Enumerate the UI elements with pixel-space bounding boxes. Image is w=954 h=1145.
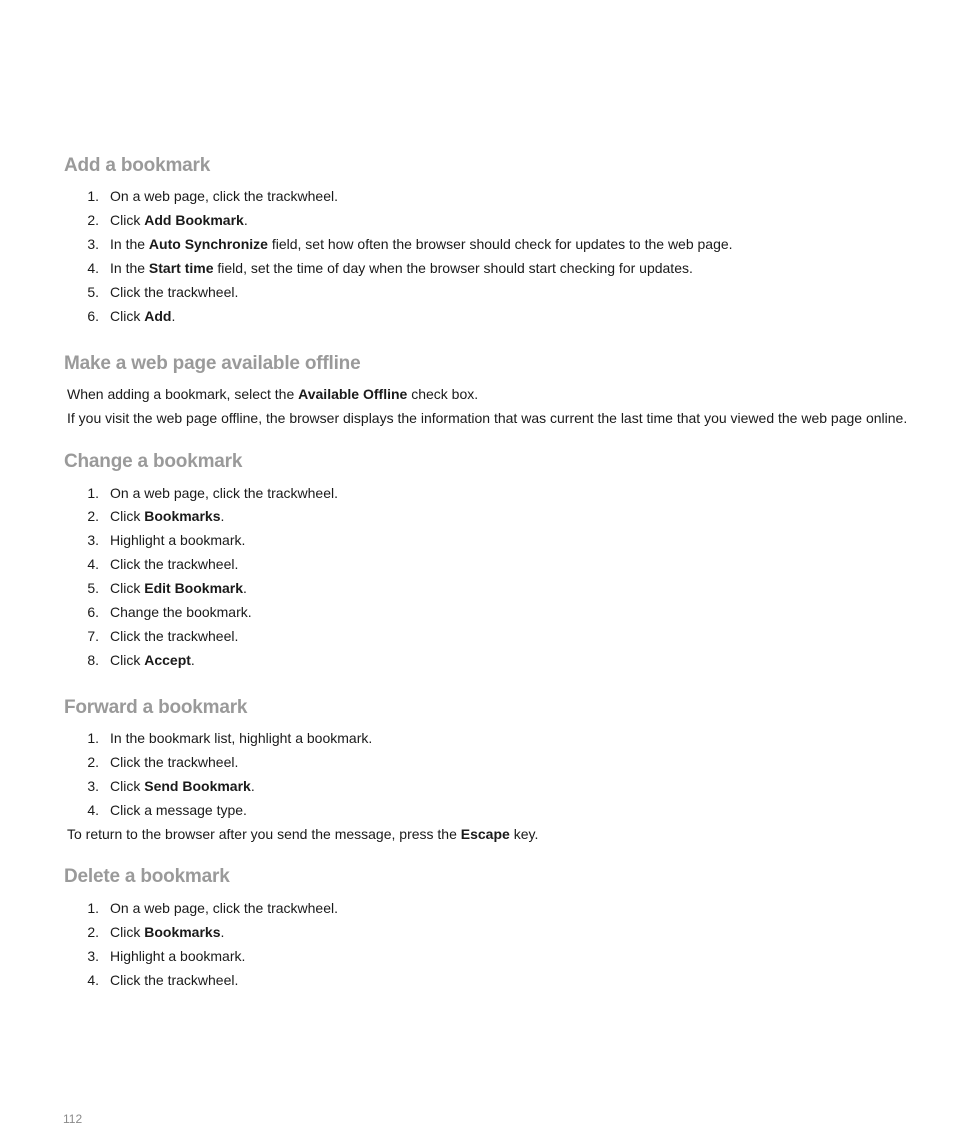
step-text xyxy=(110,186,338,206)
list-item xyxy=(0,186,900,206)
text-run: . xyxy=(243,580,247,596)
step-text xyxy=(110,554,238,574)
text-run: Highlight a bookmark. xyxy=(110,532,246,548)
step-number: 2. xyxy=(87,508,99,524)
step-text xyxy=(110,530,245,550)
step-text xyxy=(110,922,224,942)
list-item xyxy=(0,530,900,550)
step-number: 2. xyxy=(87,754,99,770)
step-number: 3. xyxy=(87,948,99,964)
text-run: To return to the browser after you send the message, press the xyxy=(67,826,461,842)
paragraph xyxy=(67,384,478,404)
step-text xyxy=(110,752,238,772)
list-item xyxy=(0,800,900,820)
section-heading-available-offline: Make a web page available offline xyxy=(64,353,361,374)
text-run: Click the trackwheel. xyxy=(110,556,239,572)
text-run: When adding a bookmark, select the xyxy=(67,386,299,402)
step-text xyxy=(110,282,238,302)
ui-term: Escape xyxy=(460,826,510,842)
step-number: 7. xyxy=(87,628,99,644)
step-number: 5. xyxy=(87,580,99,596)
text-run: Click the trackwheel. xyxy=(110,754,239,770)
step-number: 2. xyxy=(87,212,99,228)
text-run: . xyxy=(171,308,176,324)
text-run: Click the trackwheel. xyxy=(110,284,239,300)
list-item xyxy=(0,506,900,526)
ui-term: Available Offline xyxy=(298,386,408,402)
section-heading-add-bookmark: Add a bookmark xyxy=(64,155,211,176)
list-item xyxy=(0,234,900,254)
list-item xyxy=(0,626,900,646)
text-run: . xyxy=(190,652,195,668)
step-number: 5. xyxy=(87,284,99,300)
step-number: 8. xyxy=(87,652,99,668)
paragraph xyxy=(67,408,907,428)
ui-term: Add xyxy=(144,308,172,324)
list-item xyxy=(0,602,900,622)
text-run: On a web page, click the trackwheel. xyxy=(110,485,339,501)
text-run: In the bookmark list, highlight a bookmark. xyxy=(110,730,373,746)
ui-term: Send Bookmark xyxy=(144,778,251,794)
step-text xyxy=(110,626,238,646)
list-item xyxy=(0,210,900,230)
step-number: 1. xyxy=(87,730,99,746)
text-run: field, set the time of day when the browser should start checking for updates. xyxy=(213,260,693,276)
step-number: 3. xyxy=(87,778,99,794)
text-run: Click xyxy=(110,778,145,794)
ui-term: Add Bookmark xyxy=(144,212,244,228)
paragraph xyxy=(67,824,538,844)
step-number: 4. xyxy=(87,556,99,572)
step-text xyxy=(110,650,195,670)
step-number: 6. xyxy=(87,308,99,324)
ui-term: Bookmarks xyxy=(144,508,221,524)
list-item xyxy=(0,728,900,748)
text-run: check box. xyxy=(407,386,479,402)
ui-term: Start time xyxy=(148,260,214,276)
text-run: Highlight a bookmark. xyxy=(110,948,246,964)
text-run: On a web page, click the trackwheel. xyxy=(110,900,339,916)
list-item xyxy=(0,554,900,574)
step-number: 1. xyxy=(87,485,99,501)
step-text xyxy=(110,728,372,748)
ui-term: Bookmarks xyxy=(144,924,221,940)
step-text xyxy=(110,800,247,820)
list-item xyxy=(0,898,900,918)
text-run: In the xyxy=(110,236,149,252)
step-text xyxy=(110,483,338,503)
step-text xyxy=(110,210,248,230)
list-item xyxy=(0,776,900,796)
section-heading-change-bookmark: Change a bookmark xyxy=(64,451,243,472)
text-run: Click xyxy=(110,924,145,940)
list-item xyxy=(0,946,900,966)
list-item xyxy=(0,970,900,990)
ui-term: Accept xyxy=(144,652,191,668)
step-number: 1. xyxy=(87,188,99,204)
step-text xyxy=(110,258,693,278)
step-number: 6. xyxy=(87,604,99,620)
list-item xyxy=(0,752,900,772)
step-number: 2. xyxy=(87,924,99,940)
ui-term: Edit Bookmark xyxy=(144,580,244,596)
list-item xyxy=(0,258,900,278)
step-number: 3. xyxy=(87,532,99,548)
step-number: 4. xyxy=(87,260,99,276)
text-run: Click xyxy=(110,580,145,596)
step-text xyxy=(110,970,238,990)
step-number: 4. xyxy=(87,802,99,818)
step-text xyxy=(110,506,224,526)
section-heading-forward-bookmark: Forward a bookmark xyxy=(64,697,248,718)
text-run: Click a message type. xyxy=(110,802,247,818)
text-run: . xyxy=(220,924,225,940)
text-run: Click the trackwheel. xyxy=(110,628,239,644)
step-number: 3. xyxy=(87,236,99,252)
text-run: If you visit the web page offline, the browser displays the information that was current the last time that you viewed the web page online. xyxy=(67,410,908,426)
text-run: On a web page, click the trackwheel. xyxy=(110,188,339,204)
list-item xyxy=(0,483,900,503)
text-run: Click xyxy=(110,212,145,228)
list-item xyxy=(0,282,900,302)
text-run: Click the trackwheel. xyxy=(110,972,239,988)
text-run: Click xyxy=(110,652,145,668)
text-run: key. xyxy=(509,826,539,842)
step-number: 1. xyxy=(87,900,99,916)
step-text xyxy=(110,234,733,254)
step-text xyxy=(110,306,175,326)
list-item xyxy=(0,922,900,942)
list-item xyxy=(0,650,900,670)
section-heading-delete-bookmark: Delete a bookmark xyxy=(64,866,230,887)
step-text xyxy=(110,898,338,918)
text-run: In the xyxy=(110,260,149,276)
text-run: . xyxy=(220,508,225,524)
text-run: Change the bookmark. xyxy=(110,604,252,620)
text-run: field, set how often the browser should check for updates to the web page. xyxy=(267,236,733,252)
step-text xyxy=(110,578,247,598)
step-text xyxy=(110,602,252,622)
list-item xyxy=(0,578,900,598)
step-text xyxy=(110,776,255,796)
list-item xyxy=(0,306,900,326)
text-run: Click xyxy=(110,308,145,324)
text-run: Click xyxy=(110,508,145,524)
ui-term: Auto Synchronize xyxy=(148,236,268,252)
step-text xyxy=(110,946,245,966)
step-number: 4. xyxy=(87,972,99,988)
text-run: . xyxy=(250,778,255,794)
page-number: 112 xyxy=(63,1112,83,1126)
text-run: . xyxy=(243,212,248,228)
